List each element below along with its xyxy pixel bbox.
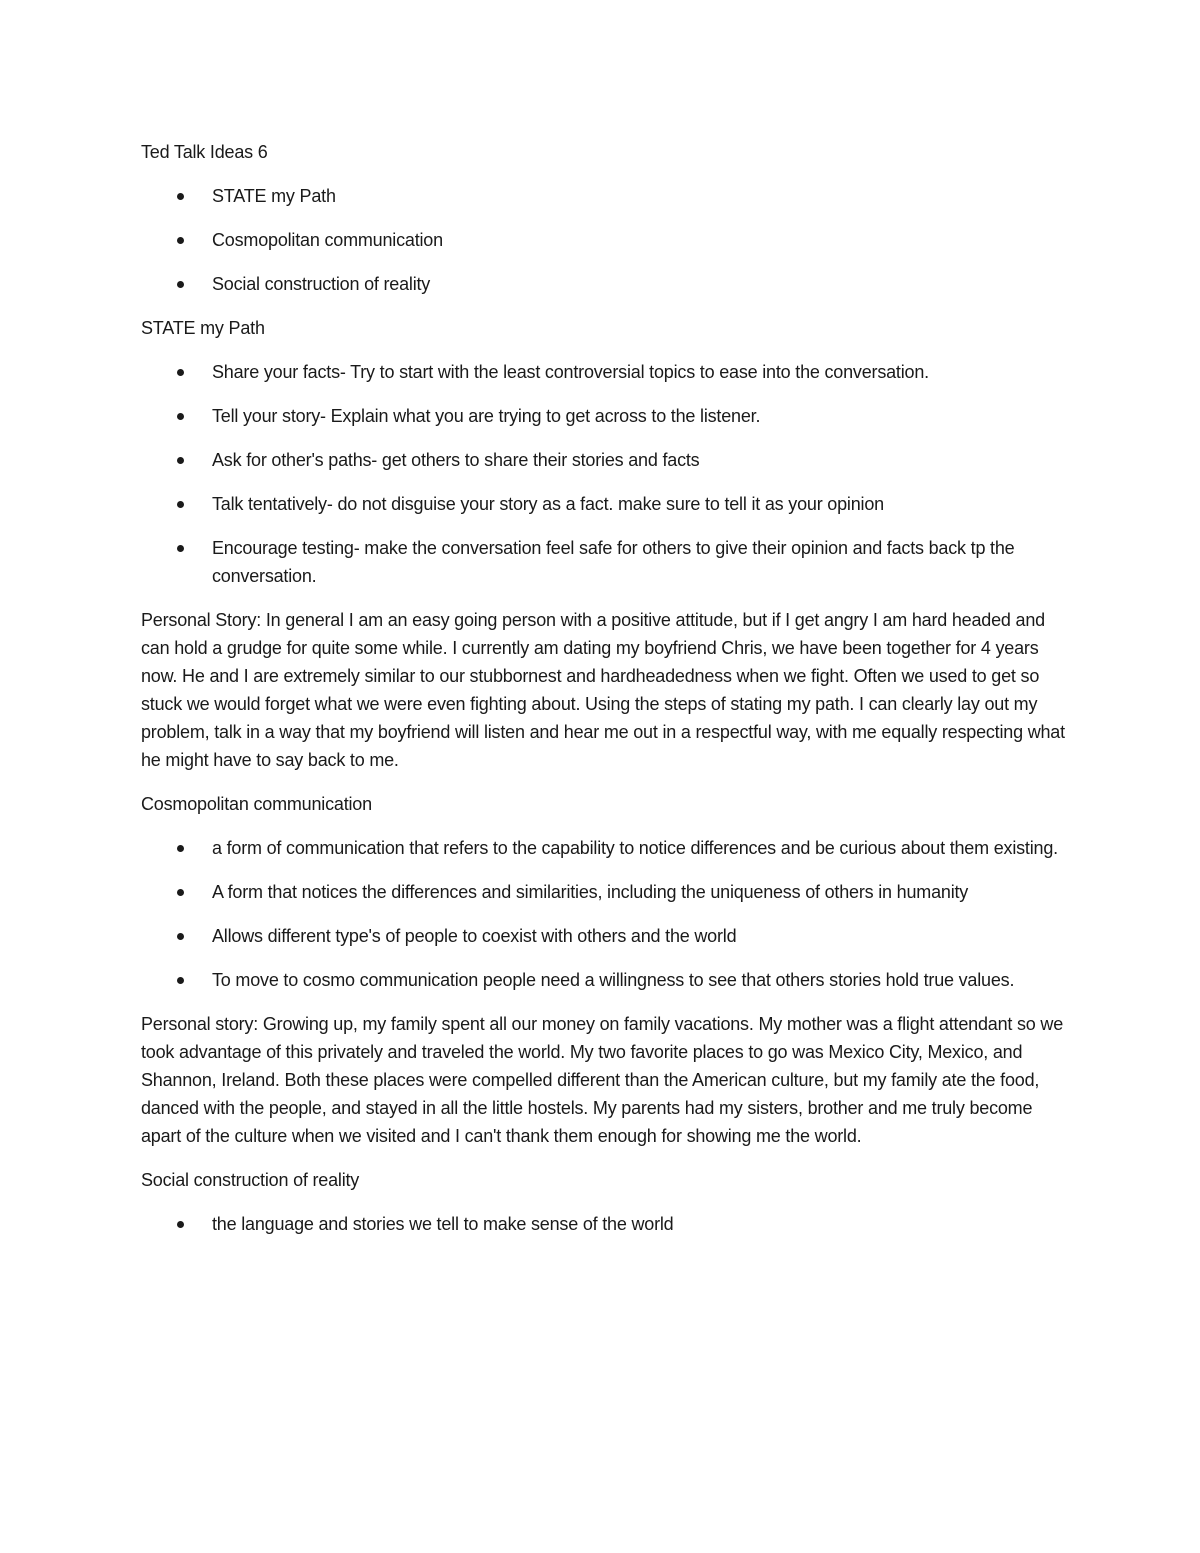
list-item: Ask for other's paths- get others to share their stories and facts <box>141 446 1071 474</box>
bullet-icon <box>177 1221 184 1228</box>
cosmo-list <box>141 834 1071 994</box>
list-item: To move to cosmo communication people need a willingness to see that others stories hold true values. <box>141 966 1071 994</box>
intro-list <box>141 182 1071 298</box>
document-title: Ted Talk Ideas 6 <box>141 142 268 162</box>
list-item: STATE my Path <box>141 182 1071 210</box>
bullet-icon <box>177 977 184 984</box>
state-list <box>141 358 1071 590</box>
list-item: Allows different type's of people to coexist with others and the world <box>141 922 1071 950</box>
list-item: Cosmopolitan communication <box>141 226 1071 254</box>
list-item: A form that notices the differences and similarities, including the uniqueness of others in humanity <box>141 878 1071 906</box>
list-item: Talk tentatively- do not disguise your story as a fact. make sure to tell it as your opinion <box>141 490 1071 518</box>
list-item: Encourage testing- make the conversation feel safe for others to give their opinion and facts back tp the conversation. <box>141 534 1071 590</box>
section-heading-state: STATE my Path <box>141 318 265 338</box>
bullet-icon <box>177 281 184 288</box>
bullet-icon <box>177 545 184 552</box>
personal-story-state: Personal Story: In general I am an easy going person with a positive attitude, but if I get angry I am hard headed and can hold a grudge for quite some while. I currently am dating my boyfriend Chris, we have been together for 4 years now. He and I are extremely similar to our stubbornest and hardheadedness when we fight. Often we used to get so stuck we would forget what we were even fighting about. Using the steps of stating my path. I can clearly lay out my problem, talk in a way that my boyfriend will listen and hear me out in a respectful way, with me equally respecting what he might have to say back to me. <box>141 610 1065 770</box>
document-page <box>141 138 1071 1254</box>
section-heading-cosmo: Cosmopolitan communication <box>141 794 372 814</box>
list-item: a form of communication that refers to the capability to notice differences and be curious about them existing. <box>141 834 1071 862</box>
bullet-icon <box>177 457 184 464</box>
list-item: Tell your story- Explain what you are trying to get across to the listener. <box>141 402 1071 430</box>
bullet-icon <box>177 369 184 376</box>
social-list <box>141 1210 1071 1238</box>
list-item: the language and stories we tell to make sense of the world <box>141 1210 1071 1238</box>
section-heading-social: Social construction of reality <box>141 1170 360 1190</box>
bullet-icon <box>177 193 184 200</box>
bullet-icon <box>177 413 184 420</box>
bullet-icon <box>177 889 184 896</box>
bullet-icon <box>177 933 184 940</box>
list-item: Social construction of reality <box>141 270 1071 298</box>
personal-story-cosmo: Personal story: Growing up, my family spent all our money on family vacations. My mother was a flight attendant so we took advantage of this privately and traveled the world. My two favorite places to go was Mexico City, Mexico, and Shannon, Ireland. Both these places were compelled different than the American culture, but my family ate the food, danced with the people, and stayed in all the little hostels. My parents had my sisters, brother and me truly become apart of the culture when we visited and I can't thank them enough for showing me the world. <box>141 1014 1064 1146</box>
bullet-icon <box>177 237 184 244</box>
list-item: Share your facts- Try to start with the least controversial topics to ease into the conversation. <box>141 358 1071 386</box>
bullet-icon <box>177 501 184 508</box>
bullet-icon <box>177 845 184 852</box>
